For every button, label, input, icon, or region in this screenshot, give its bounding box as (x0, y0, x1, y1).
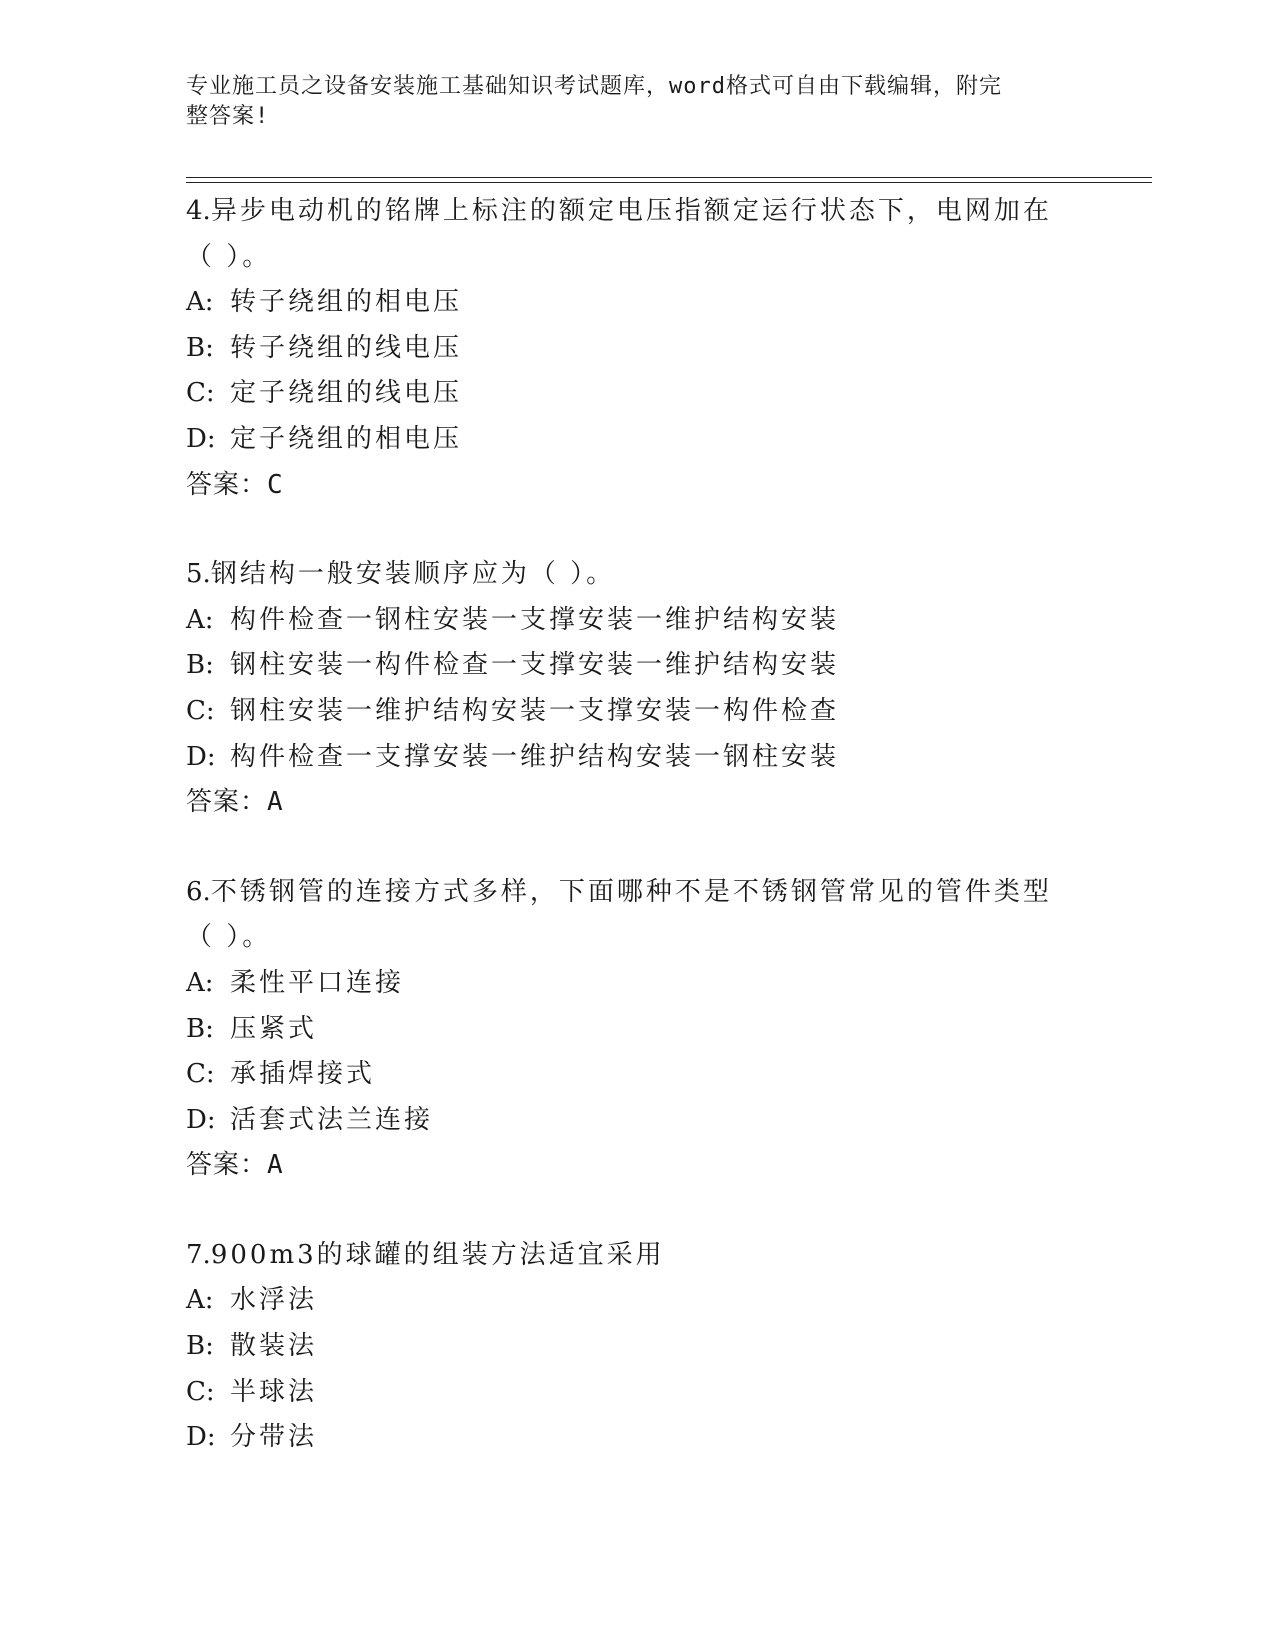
question-stem-text: 异步电动机的铭牌上标注的额定电压指额定运行状态下，电网加在 (210, 196, 1052, 226)
option-text: 转子绕组的线电压 (230, 332, 463, 363)
answer-option (186, 1324, 1086, 1370)
option-text: 定子绕组的线电压 (230, 378, 463, 409)
option-letter: C: (186, 695, 215, 726)
answer-line (186, 1143, 1086, 1189)
answer-label: 答案： (186, 787, 268, 818)
option-text: 压紧式 (230, 1013, 318, 1044)
question-stem (186, 1233, 1086, 1279)
answer-option (186, 1052, 1086, 1098)
answer-option (186, 1415, 1086, 1461)
answer-label: 答案： (186, 1150, 268, 1181)
question-stem (186, 189, 1086, 235)
question-list (186, 189, 1086, 1505)
header-title-line-2: 整答案! (186, 104, 270, 129)
option-letter: B: (186, 1013, 214, 1044)
question-block (186, 552, 1086, 826)
option-text: 活套式法兰连接 (230, 1104, 434, 1135)
answer-option (186, 1278, 1086, 1324)
option-letter: D: (186, 1104, 216, 1135)
question-block (186, 189, 1086, 508)
answer-value: C (267, 469, 284, 500)
question-stem (186, 870, 1086, 916)
question-number: 7. (186, 1239, 211, 1270)
question-stem-text: 钢结构一般安装顺序应为（ ）。 (210, 559, 616, 590)
header-title-line-1: 专业施工员之设备安装施工基础知识考试题库，word格式可自由下载编辑，附完 (186, 74, 1002, 99)
answer-option (186, 735, 1086, 781)
answer-option (186, 598, 1086, 644)
option-letter: B: (186, 332, 214, 363)
option-text: 半球法 (230, 1376, 318, 1407)
answer-option (186, 1370, 1086, 1416)
question-stem-text: 不锈钢管的连接方式多样，下面哪种不是不锈钢管常见的管件类型 (210, 876, 1052, 907)
option-letter: D: (186, 1422, 216, 1453)
answer-value: A (267, 1150, 284, 1181)
answer-option (186, 689, 1086, 735)
option-letter: A: (186, 967, 214, 998)
answer-option (186, 326, 1086, 372)
option-letter: C: (186, 1059, 215, 1090)
question-number: 6. (186, 876, 211, 907)
answer-option (186, 371, 1086, 417)
option-letter: A: (186, 604, 214, 635)
answer-line (186, 463, 1086, 509)
question-stem-continuation: （ ）。 (186, 241, 272, 272)
option-letter: A: (186, 1285, 214, 1316)
question-stem-continuation: （ ）。 (186, 922, 272, 953)
answer-option (186, 280, 1086, 326)
answer-option (186, 1098, 1086, 1144)
option-text: 承插焊接式 (230, 1059, 376, 1090)
document-header (186, 72, 1066, 132)
option-text: 柔性平口连接 (230, 967, 405, 998)
answer-option (186, 417, 1086, 463)
answer-option (186, 1007, 1086, 1053)
question-number: 5. (186, 559, 211, 590)
answer-option (186, 643, 1086, 689)
option-text: 转子绕组的相电压 (230, 287, 463, 318)
option-text: 钢柱安装一构件检查一支撑安装一维护结构安装 (230, 650, 840, 681)
answer-option (186, 961, 1086, 1007)
header-divider-bottom (186, 182, 1152, 183)
question-block (186, 870, 1086, 1189)
option-letter: A: (186, 287, 214, 318)
answer-line (186, 780, 1086, 826)
option-letter: B: (186, 1331, 214, 1362)
answer-label: 答案： (186, 469, 268, 500)
question-stem (186, 552, 1086, 598)
option-letter: D: (186, 741, 216, 772)
option-text: 构件检查一支撑安装一维护结构安装一钢柱安装 (230, 741, 840, 772)
option-letter: B: (186, 650, 214, 681)
option-text: 构件检查一钢柱安装一支撑安装一维护结构安装 (230, 604, 840, 635)
question-number: 4. (186, 196, 211, 226)
option-text: 水浮法 (230, 1285, 318, 1316)
option-text: 分带法 (230, 1422, 318, 1453)
option-text: 散装法 (230, 1331, 318, 1362)
option-letter: C: (186, 378, 215, 409)
option-text: 钢柱安装一维护结构安装一支撑安装一构件检查 (230, 695, 840, 726)
header-divider-top (186, 177, 1152, 178)
option-letter: C: (186, 1376, 215, 1407)
question-block (186, 1233, 1086, 1461)
answer-value: A (267, 787, 284, 818)
question-stem-text: 900m3的球罐的组装方法适宜采用 (210, 1239, 665, 1270)
option-text: 定子绕组的相电压 (230, 423, 463, 454)
option-letter: D: (186, 423, 216, 454)
